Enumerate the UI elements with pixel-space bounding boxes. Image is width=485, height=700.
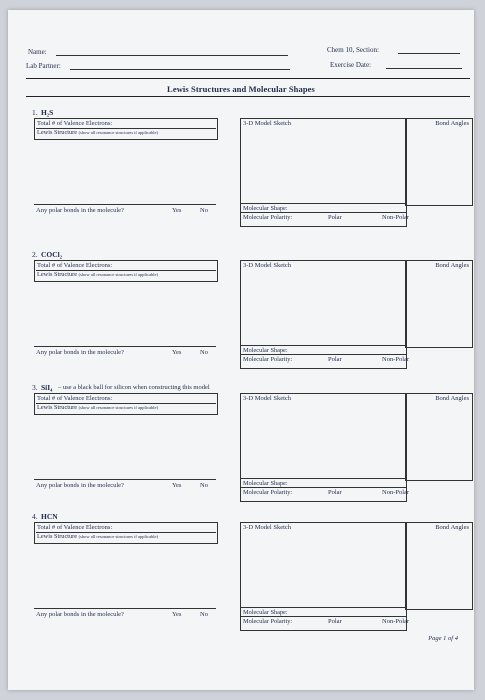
model-label: 3-D Model Sketch [243,524,292,531]
model-sketch-box[interactable] [240,522,410,631]
model-sketch-box[interactable] [240,260,410,369]
polarity-label: Molecular Polarity: [243,618,293,625]
yes-option[interactable]: Yes [172,611,182,618]
lewis-label: Lewis Structure (show all resonance structures if applicable) [37,129,158,136]
shape-label: Molecular Shape: [243,480,288,487]
polar-option[interactable]: Polar [328,618,342,625]
molecule-name: H₂S [41,108,54,117]
nonpolar-option[interactable]: Non-Polar [382,618,410,625]
valence-label: Total # of Valence Electrons: [37,120,113,127]
section-line[interactable] [398,53,460,54]
polar-bonds-question: Any polar bonds in the molecule? [36,207,124,214]
lewis-label: Lewis Structure (show all resonance structures if applicable) [37,533,158,540]
bond-angles-box[interactable] [405,118,473,206]
no-option[interactable]: No [200,349,208,356]
question-number: 1. [32,108,38,117]
page-number: Page 1 of 4 [428,635,458,642]
page-title: Lewis Structures and Molecular Shapes [167,84,315,94]
molecule-name: HCN [41,512,58,521]
bond-angles-label: Bond Angles [435,395,469,402]
polar-bonds-question: Any polar bonds in the molecule? [36,482,124,489]
valence-label: Total # of Valence Electrons: [37,524,113,531]
polarity-label: Molecular Polarity: [243,356,293,363]
lewis-box[interactable] [34,522,218,544]
question-h2s [32,108,472,233]
model-label: 3-D Model Sketch [243,120,292,127]
lewis-box[interactable] [34,260,218,282]
no-option[interactable]: No [200,611,208,618]
lab-partner-line[interactable] [70,69,290,70]
question-note: – use a black ball for silicon when constructing this model [58,384,210,391]
polar-option[interactable]: Polar [328,489,342,496]
model-label: 3-D Model Sketch [243,395,292,402]
no-option[interactable]: No [200,207,208,214]
lewis-box[interactable] [34,118,218,140]
no-option[interactable]: No [200,482,208,489]
lewis-label: Lewis Structure (show all resonance structures if applicable) [37,404,158,411]
polarity-label: Molecular Polarity: [243,214,293,221]
polar-bonds-question: Any polar bonds in the molecule? [36,349,124,356]
question-cocl2 [32,250,472,375]
valence-label: Total # of Valence Electrons: [37,262,113,269]
yes-option[interactable]: Yes [172,349,182,356]
exercise-date-label: Exercise Date: [330,61,372,69]
nonpolar-option[interactable]: Non-Polar [382,356,410,363]
shape-label: Molecular Shape: [243,347,288,354]
name-label: Name: [28,48,47,56]
polarity-label: Molecular Polarity: [243,489,293,496]
course-section-label: Chem 10, Section: [327,46,379,54]
bond-angles-label: Bond Angles [435,120,469,127]
bond-angles-box[interactable] [405,260,473,348]
polar-option[interactable]: Polar [328,356,342,363]
question-number: 3. [32,383,38,392]
lewis-label: Lewis Structure (show all resonance structures if applicable) [37,271,158,278]
question-number: 4. [32,512,38,521]
model-label: 3-D Model Sketch [243,262,292,269]
bond-angles-label: Bond Angles [435,524,469,531]
nonpolar-option[interactable]: Non-Polar [382,489,410,496]
polar-option[interactable]: Polar [328,214,342,221]
shape-label: Molecular Shape: [243,609,288,616]
lewis-box[interactable] [34,393,218,415]
question-number: 2. [32,250,38,259]
title-bottom-rule [26,96,470,97]
question-sii4 [32,383,472,508]
valence-label: Total # of Valence Electrons: [37,395,113,402]
title-top-rule [26,78,470,79]
yes-option[interactable]: Yes [172,207,182,214]
bond-angles-box[interactable] [405,393,473,481]
shape-label: Molecular Shape: [243,205,288,212]
question-hcn [32,512,472,637]
bond-angles-box[interactable] [405,522,473,610]
model-sketch-box[interactable] [240,118,410,227]
molecule-name: SiI₄ [41,383,53,392]
lab-partner-label: Lab Partner: [26,62,61,70]
exercise-date-line[interactable] [386,68,462,69]
molecule-name: COCl₂ [41,250,62,259]
yes-option[interactable]: Yes [172,482,182,489]
polar-bonds-question: Any polar bonds in the molecule? [36,611,124,618]
worksheet-page [8,10,474,690]
name-line[interactable] [56,55,288,56]
bond-angles-label: Bond Angles [435,262,469,269]
model-sketch-box[interactable] [240,393,410,502]
nonpolar-option[interactable]: Non-Polar [382,214,410,221]
